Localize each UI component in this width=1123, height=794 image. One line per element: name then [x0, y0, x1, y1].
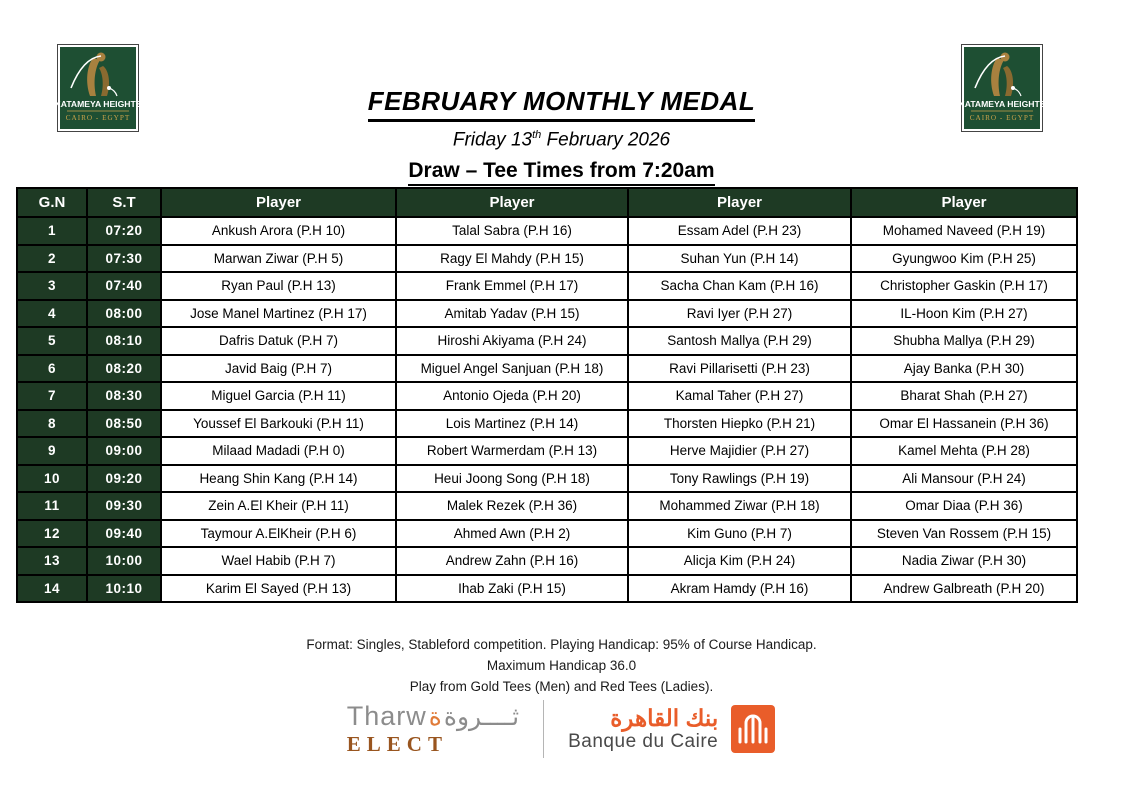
player-cell: Lois Martinez (P.H 14) [396, 410, 628, 438]
player-cell: Omar El Hassanein (P.H 36) [851, 410, 1077, 438]
player-cell: Tony Rawlings (P.H 19) [628, 465, 851, 493]
start-time-cell: 09:30 [87, 492, 161, 520]
table-row [17, 382, 1077, 410]
player-cell: Mohamed Naveed (P.H 19) [851, 217, 1077, 245]
col-header-player-4: Player [851, 188, 1077, 217]
player-cell: Sacha Chan Kam (P.H 16) [628, 272, 851, 300]
table-row [17, 465, 1077, 493]
player-cell: Robert Warmerdam (P.H 13) [396, 437, 628, 465]
player-cell: Ankush Arora (P.H 10) [161, 217, 396, 245]
table-row [17, 547, 1077, 575]
player-cell: Bharat Shah (P.H 27) [851, 382, 1077, 410]
group-number-cell: 9 [17, 437, 87, 465]
player-cell: Mohammed Ziwar (P.H 18) [628, 492, 851, 520]
start-time-cell: 08:10 [87, 327, 161, 355]
col-header-st: S.T [87, 188, 161, 217]
player-cell: Kamal Taher (P.H 27) [628, 382, 851, 410]
logo-club-name: KATAMEYA HEIGHTS [57, 99, 139, 109]
tharwa-latin-text: Tharw [346, 701, 427, 731]
table-row [17, 410, 1077, 438]
banque-du-caire-logo [568, 704, 776, 754]
tee-times-table [16, 187, 1078, 603]
player-cell: Akram Hamdy (P.H 16) [628, 575, 851, 603]
player-cell: Milaad Madadi (P.H 0) [161, 437, 396, 465]
player-cell: Antonio Ojeda (P.H 20) [396, 382, 628, 410]
group-number-cell: 12 [17, 520, 87, 548]
player-cell: Suhan Yun (P.H 14) [628, 245, 851, 273]
group-number-cell: 7 [17, 382, 87, 410]
player-cell: Ryan Paul (P.H 13) [161, 272, 396, 300]
tharwa-accent-glyph: ة [428, 703, 442, 731]
group-number-cell: 8 [17, 410, 87, 438]
table-row [17, 355, 1077, 383]
bank-latin-name: Banque du Caire [568, 731, 719, 753]
group-number-cell: 2 [17, 245, 87, 273]
player-cell: Dafris Datuk (P.H 7) [161, 327, 396, 355]
event-date-day: Friday 13 [452, 129, 533, 151]
start-time-cell: 10:10 [87, 575, 161, 603]
group-number-cell: 11 [17, 492, 87, 520]
tharwa-arabic-text: ثــــروة [443, 703, 520, 731]
player-cell: Heang Shin Kang (P.H 14) [161, 465, 396, 493]
player-cell: Javid Baig (P.H 7) [161, 355, 396, 383]
player-cell: Ravi Pillarisetti (P.H 23) [628, 355, 851, 383]
event-date-ordinal: th [532, 129, 542, 141]
event-date-rest: February 2026 [541, 129, 671, 151]
start-time-cell: 09:20 [87, 465, 161, 493]
player-cell: Talal Sabra (P.H 16) [396, 217, 628, 245]
group-number-cell: 6 [17, 355, 87, 383]
player-cell: Kim Guno (P.H 7) [628, 520, 851, 548]
player-cell: Kamel Mehta (P.H 28) [851, 437, 1077, 465]
player-cell: Ihab Zaki (P.H 15) [396, 575, 628, 603]
player-cell: Andrew Galbreath (P.H 20) [851, 575, 1077, 603]
banque-du-caire-icon [730, 704, 776, 754]
start-time-cell: 07:20 [87, 217, 161, 245]
player-cell: Frank Emmel (P.H 17) [396, 272, 628, 300]
start-time-cell: 08:00 [87, 300, 161, 328]
start-time-cell: 08:30 [87, 382, 161, 410]
tharwa-elect-logo [347, 703, 519, 755]
player-cell: Gyungwoo Kim (P.H 25) [851, 245, 1077, 273]
tharwa-elect-text: ELECT [346, 732, 448, 756]
event-date [0, 129, 1123, 151]
banque-du-caire-text [568, 705, 718, 753]
competition-notes [0, 634, 1123, 697]
start-time-cell: 07:30 [87, 245, 161, 273]
table-header-row [17, 188, 1077, 217]
player-cell: Steven Van Rossem (P.H 15) [851, 520, 1077, 548]
player-cell: Heui Joong Song (P.H 18) [396, 465, 628, 493]
player-cell: Omar Diaa (P.H 36) [851, 492, 1077, 520]
player-cell: Ali Mansour (P.H 24) [851, 465, 1077, 493]
player-cell: Ahmed Awn (P.H 2) [396, 520, 628, 548]
player-cell: Alicja Kim (P.H 24) [628, 547, 851, 575]
draw-subtitle-line [0, 159, 1123, 186]
player-cell: Ragy El Mahdy (P.H 15) [396, 245, 628, 273]
player-cell: Thorsten Hiepko (P.H 21) [628, 410, 851, 438]
table-row [17, 437, 1077, 465]
player-cell: Herve Majidier (P.H 27) [628, 437, 851, 465]
player-cell: Malek Rezek (P.H 36) [396, 492, 628, 520]
draw-subtitle: Draw – Tee Times from 7:20am [408, 159, 714, 186]
start-time-cell: 08:20 [87, 355, 161, 383]
table-row [17, 327, 1077, 355]
table-row [17, 272, 1077, 300]
player-cell: Miguel Angel Sanjuan (P.H 18) [396, 355, 628, 383]
player-cell: Hiroshi Akiyama (P.H 24) [396, 327, 628, 355]
start-time-cell: 07:40 [87, 272, 161, 300]
player-cell: Marwan Ziwar (P.H 5) [161, 245, 396, 273]
player-cell: Karim El Sayed (P.H 13) [161, 575, 396, 603]
player-cell: Christopher Gaskin (P.H 17) [851, 272, 1077, 300]
start-time-cell: 09:40 [87, 520, 161, 548]
col-header-player-2: Player [396, 188, 628, 217]
player-cell: Amitab Yadav (P.H 15) [396, 300, 628, 328]
player-cell: Miguel Garcia (P.H 11) [161, 382, 396, 410]
logo-club-location: CAIRO - EGYPT [969, 114, 1035, 122]
heading-block [0, 86, 1123, 186]
player-cell: Essam Adel (P.H 23) [628, 217, 851, 245]
group-number-cell: 5 [17, 327, 87, 355]
player-cell: Ravi Iyer (P.H 27) [628, 300, 851, 328]
table-row [17, 492, 1077, 520]
sponsor-logos [0, 700, 1123, 758]
player-cell: Wael Habib (P.H 7) [161, 547, 396, 575]
logo-club-location: CAIRO - EGYPT [65, 114, 131, 122]
bank-arabic-name: بنك القاهرة [610, 704, 719, 731]
start-time-cell: 10:00 [87, 547, 161, 575]
tee-table-body [17, 217, 1077, 602]
sponsor-divider [543, 700, 544, 758]
group-number-cell: 10 [17, 465, 87, 493]
note-tees: Play from Gold Tees (Men) and Red Tees (Ladies). [409, 679, 714, 694]
player-cell: Ajay Banka (P.H 30) [851, 355, 1077, 383]
group-number-cell: 4 [17, 300, 87, 328]
col-header-gn: G.N [17, 188, 87, 217]
start-time-cell: 09:00 [87, 437, 161, 465]
start-time-cell: 08:50 [87, 410, 161, 438]
player-cell: Jose Manel Martinez (P.H 17) [161, 300, 396, 328]
group-number-cell: 14 [17, 575, 87, 603]
player-cell: Taymour A.ElKheir (P.H 6) [161, 520, 396, 548]
col-header-player-1: Player [161, 188, 396, 217]
note-format: Format: Singles, Stableford competition. Playing Handicap: 95% of Course Handicap. [306, 637, 817, 652]
player-cell: IL-Hoon Kim (P.H 27) [851, 300, 1077, 328]
logo-club-name: KATAMEYA HEIGHTS [961, 99, 1043, 109]
col-header-player-3: Player [628, 188, 851, 217]
table-row [17, 245, 1077, 273]
tharwa-wordmark [347, 703, 519, 730]
player-cell: Andrew Zahn (P.H 16) [396, 547, 628, 575]
player-cell: Nadia Ziwar (P.H 30) [851, 547, 1077, 575]
player-cell: Santosh Mallya (P.H 29) [628, 327, 851, 355]
table-row [17, 300, 1077, 328]
table-row [17, 217, 1077, 245]
group-number-cell: 1 [17, 217, 87, 245]
player-cell: Shubha Mallya (P.H 29) [851, 327, 1077, 355]
player-cell: Zein A.El Kheir (P.H 11) [161, 492, 396, 520]
page-title: FEBRUARY MONTHLY MEDAL [368, 86, 756, 122]
table-row [17, 520, 1077, 548]
player-cell: Youssef El Barkouki (P.H 11) [161, 410, 396, 438]
group-number-cell: 3 [17, 272, 87, 300]
table-row [17, 575, 1077, 603]
group-number-cell: 13 [17, 547, 87, 575]
note-max-handicap: Maximum Handicap 36.0 [486, 658, 637, 673]
